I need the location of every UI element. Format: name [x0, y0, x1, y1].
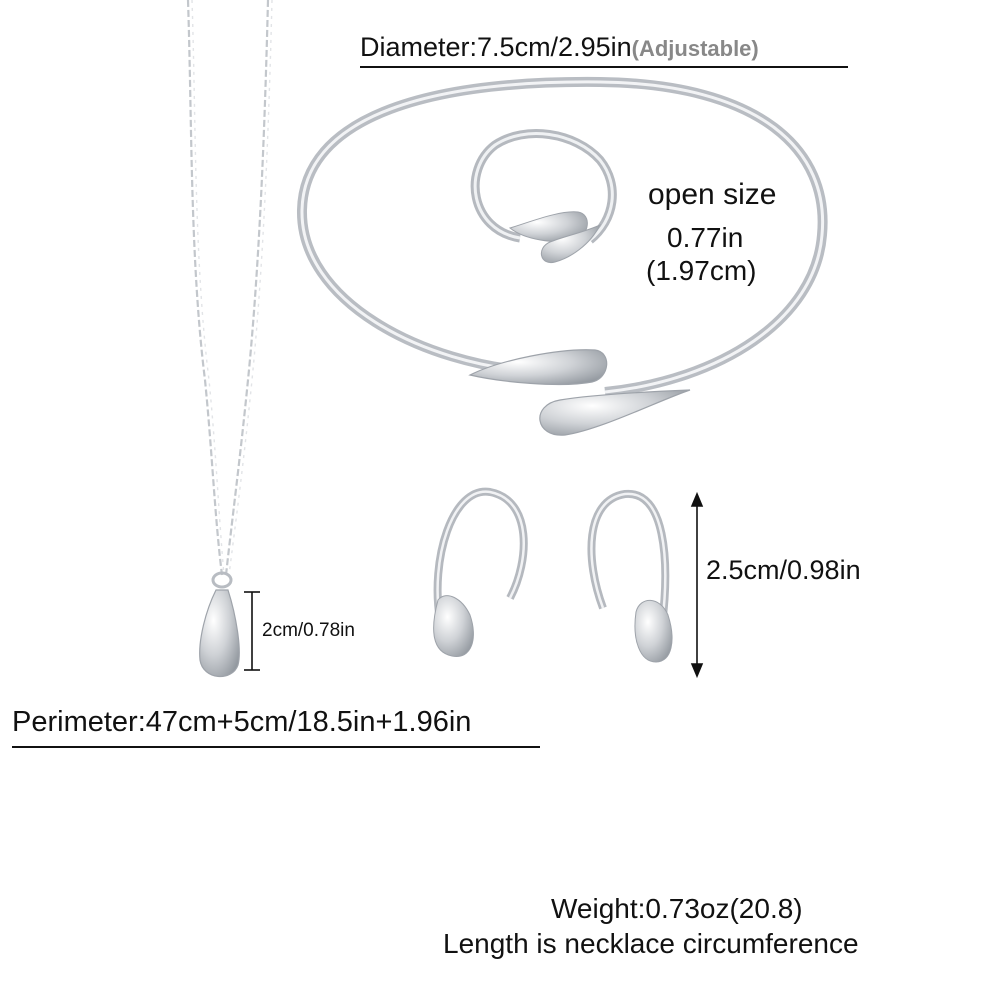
necklace-pendant: [200, 573, 240, 676]
weight-label: Weight:0.73oz(20.8): [551, 893, 803, 924]
perimeter-label: Perimeter:47cm+5cm/18.5in+1.96in: [12, 706, 472, 738]
earring-length-label: 2.5cm/0.98in: [706, 555, 861, 585]
adjustable-note: (Adjustable): [631, 36, 759, 61]
necklace-chain: [188, 0, 272, 575]
adjustable-ring: [475, 134, 612, 263]
earring-right: [591, 494, 672, 662]
open-size-centimeters: (1.97cm): [646, 255, 757, 286]
open-size-inches: 0.77in: [667, 222, 744, 253]
diameter-label: [360, 32, 759, 63]
earring-length-arrow: [692, 494, 702, 676]
earring-left: [434, 492, 524, 657]
diameter-text: Diameter:7.5cm/2.95in: [360, 32, 632, 62]
open-size-label: open size: [648, 178, 777, 211]
pendant-length-label: 2cm/0.78in: [262, 620, 355, 641]
perimeter-underline: [12, 746, 540, 748]
length-note-label: Length is necklace circumference: [443, 928, 859, 959]
diameter-underline: [360, 66, 848, 68]
pendant-length-marker: [244, 592, 260, 670]
